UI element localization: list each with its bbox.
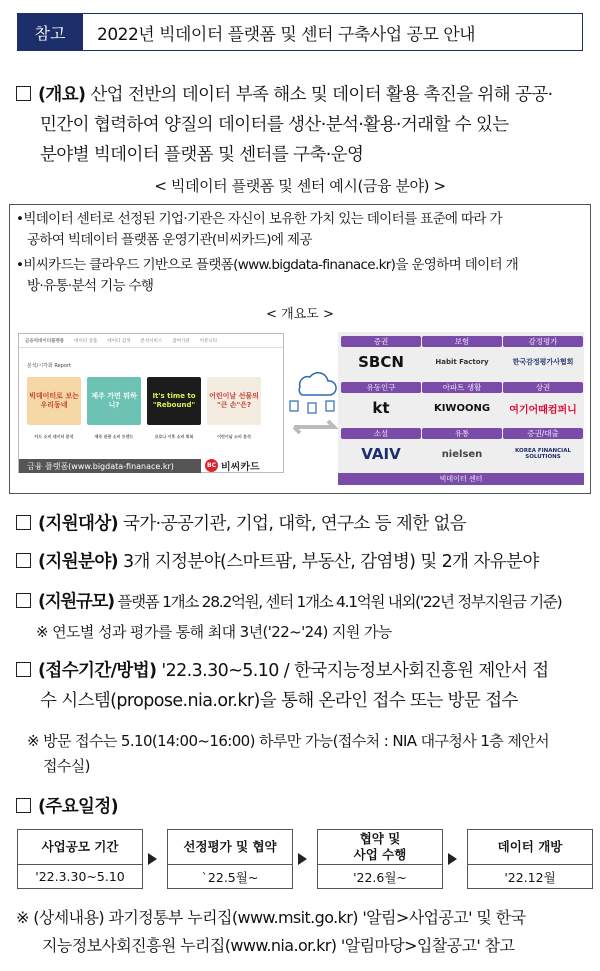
- bccard-mark-icon: BC: [205, 459, 218, 472]
- center-category: 상권: [503, 382, 583, 393]
- platform-section-label: 분석/시각화 Report: [27, 363, 71, 369]
- period-text-1: '22.3.30~5.10 / 한국지능정보사회진흥원 제안서 접: [156, 661, 549, 681]
- report-card[interactable]: [147, 377, 201, 439]
- bccard-logo: [205, 458, 260, 473]
- schedule-step-title: 사업공모 기간: [17, 829, 143, 865]
- platform-nav-item: 커뮤니티: [199, 338, 217, 344]
- period-note-2: 접수실): [43, 757, 90, 775]
- period-section: [16, 656, 588, 716]
- platform-nav-item: 참여기관: [172, 338, 190, 344]
- diagram-title: < 개요도 >: [266, 307, 334, 322]
- page-title: 2022년 빅데이터 플랫폼 및 센터 구축사업 공모 안내: [83, 13, 583, 51]
- platform-logo: 금융빅데이터플랫폼: [25, 338, 65, 344]
- example-item-2: [16, 255, 588, 297]
- footnote-line-1: ※ (상세내용) 과기정통부 누리집(www.msit.go.kr) '알림>사업공고' 및 한국: [16, 908, 526, 927]
- example-item-2-line-1: •비씨카드는 클라우드 기반으로 플랫폼(www.bigdata-finanace.kr)을 운영하며 데이터 개: [16, 257, 518, 273]
- report-card-caption: 코로나 이후 소비 회복: [154, 434, 194, 439]
- overview-text-1: 산업 전반의 데이터 부족 해소 및 데이터 활용 촉진을 위해 공공·: [85, 85, 553, 105]
- schedule-step-title: 데이터 개방: [467, 829, 593, 865]
- overview-text-2: 민간이 협력하여 양질의 데이터를 생산·분석·활용·거래할 수 있는: [40, 115, 509, 135]
- report-card-title: It's time to "Rebound": [152, 392, 196, 409]
- center-cell: [341, 428, 421, 469]
- schedule-step: [167, 829, 293, 889]
- platform-nav: [19, 334, 283, 348]
- checkbox-icon: [16, 86, 31, 101]
- reference-tag: 참고: [17, 13, 83, 51]
- schedule-step: [317, 829, 443, 889]
- scale-text: 플랫폼 1개소 28.2억원, 센터 1개소 4.1억원 내외('22년 정부지원금 기준): [113, 593, 562, 611]
- center-company-logo: SBCN: [358, 353, 404, 371]
- center-company-logo: KIWOONG: [433, 402, 491, 414]
- center-company-logo: 한국감정평가사협회: [512, 358, 574, 366]
- report-card-caption: 카드 소비 데이터 분석: [34, 434, 74, 439]
- checkbox-icon: [16, 662, 31, 677]
- platform-nav-item: 분석서비스: [140, 338, 163, 344]
- checkbox-icon: [16, 593, 31, 608]
- scale-section: [16, 587, 588, 617]
- period-label: (접수기간/방법): [38, 661, 157, 681]
- report-card[interactable]: [207, 377, 261, 439]
- report-card[interactable]: [27, 377, 81, 439]
- period-note-1: ※ 방문 접수는 5.10(14:00~16:00) 하루만 가능(접수처 : NIA 대구청사 1층 제안서: [27, 732, 550, 750]
- period-text-2: 수 시스템(propose.nia.or.kr)을 통해 온라인 접수 또는 방문 접수: [40, 691, 518, 711]
- schedule-section: [16, 792, 588, 822]
- schedule-arrow-icon: [448, 853, 457, 865]
- overview-text-3: 분야별 빅데이터 플랫폼 및 센터를 구축·운영: [40, 145, 364, 165]
- schedule-label: (주요일정): [38, 797, 119, 817]
- schedule-arrow-icon: [148, 853, 157, 865]
- center-category: 증권: [341, 336, 421, 347]
- center-category: 아파트 생활: [422, 382, 502, 393]
- example-title: < 빅데이터 플랫폼 및 센터 예시(금융 분야) >: [154, 177, 446, 195]
- example-item-1-line-1: •빅데이터 센터로 선정된 기업·기관은 자신이 보유한 가치 있는 데이터를 표준에 따라 가: [16, 211, 502, 227]
- platform-nav-item: 데이터 상품: [74, 338, 98, 344]
- cloud-exchange-icon: [282, 363, 342, 443]
- center-company-logo: 여기어때컴퍼니: [509, 404, 577, 416]
- schedule-step-title: 선정평가 및 협약: [167, 829, 293, 865]
- overview-section: [16, 80, 588, 170]
- center-cell: [422, 382, 502, 423]
- example-item-1-line-2: 공하여 빅데이터 플랫폼 운영기관(비씨카드)에 제공: [27, 232, 312, 248]
- report-card-title: 어린이날 선물의 "큰 손"은?: [209, 392, 259, 409]
- center-company-logo: nielsen: [441, 448, 483, 460]
- target-label: (지원대상): [38, 514, 119, 534]
- center-company-logo: KOREA FINANCIAL SOLUTIONS: [515, 448, 571, 460]
- center-cell: [341, 336, 421, 377]
- field-section: [16, 547, 588, 577]
- center-footer: 빅데이터 센터: [338, 473, 584, 485]
- schedule-step: [467, 829, 593, 889]
- report-card-title: 빅데이터로 보는 우리동네: [29, 392, 79, 409]
- schedule-step-date: '22.12월: [467, 865, 593, 889]
- report-card-caption: 제주 관광 소비 트렌드: [94, 434, 134, 439]
- bccard-name: 비씨카드: [221, 462, 260, 473]
- footnote-line-2: 지능정보사회진흥원 누리집(www.nia.or.kr) '알림마당>입찰공고' 참고: [42, 936, 515, 955]
- center-company-logo: Habit Factory: [435, 358, 489, 366]
- schedule-step-date: '22.3.30~5.10: [17, 865, 143, 889]
- center-cell: [503, 428, 583, 469]
- center-cell: [503, 382, 583, 423]
- schedule-step-date: '22.6월~: [317, 865, 443, 889]
- center-cell: [422, 336, 502, 377]
- report-card[interactable]: [87, 377, 141, 439]
- center-company-logo: VAIV: [361, 445, 401, 463]
- checkbox-icon: [16, 798, 31, 813]
- example-box: [9, 204, 591, 494]
- center-category: 보험: [422, 336, 502, 347]
- checkbox-icon: [16, 553, 31, 568]
- page-header: [17, 13, 583, 51]
- footnote: [16, 904, 596, 960]
- center-category: 감정평가: [503, 336, 583, 347]
- center-category: 유동인구: [341, 382, 421, 393]
- example-item-2-line-2: 방·유통·분석 기능 수행: [27, 278, 154, 294]
- scale-note: ※ 연도별 성과 평가를 통해 최대 3년('22~'24) 지원 가능: [36, 623, 392, 641]
- overview-label: (개요): [38, 85, 86, 105]
- target-section: [16, 509, 588, 539]
- report-cards: [19, 369, 283, 439]
- schedule-step-date: `22.5월~: [167, 865, 293, 889]
- center-cell: [503, 336, 583, 377]
- center-category: 소셜: [341, 428, 421, 439]
- field-text: 3개 지정분야(스마트팜, 부동산, 감염병) 및 2개 자유분야: [118, 552, 539, 572]
- platform-screenshot: [18, 333, 284, 473]
- checkbox-icon: [16, 515, 31, 530]
- target-text: 국가·공공기관, 기업, 대학, 연구소 등 제한 없음: [118, 514, 467, 534]
- center-category: 유통: [422, 428, 502, 439]
- schedule-arrow-icon: [298, 853, 307, 865]
- example-item-1: [16, 209, 588, 251]
- platform-nav-item: 데이터 검색: [107, 338, 131, 344]
- center-cell: [422, 428, 502, 469]
- schedule-step-title: 협약 및 사업 수행: [317, 829, 443, 865]
- period-note: [27, 729, 597, 779]
- scale-label: (지원규모): [38, 592, 114, 612]
- platform-caption: 금융 플랫폼(www.bigdata-finanace.kr): [19, 459, 201, 473]
- center-cell: [341, 382, 421, 423]
- schedule-step: [17, 829, 143, 889]
- center-company-logo: kt: [372, 399, 390, 417]
- bigdata-center-grid: [338, 332, 584, 485]
- center-category: 증권/대출: [503, 428, 583, 439]
- report-card-caption: 어린이날 소비 분석: [217, 434, 251, 439]
- report-card-title: 제주 가면 뭐하니?: [91, 392, 137, 409]
- field-label: (지원분야): [38, 552, 119, 572]
